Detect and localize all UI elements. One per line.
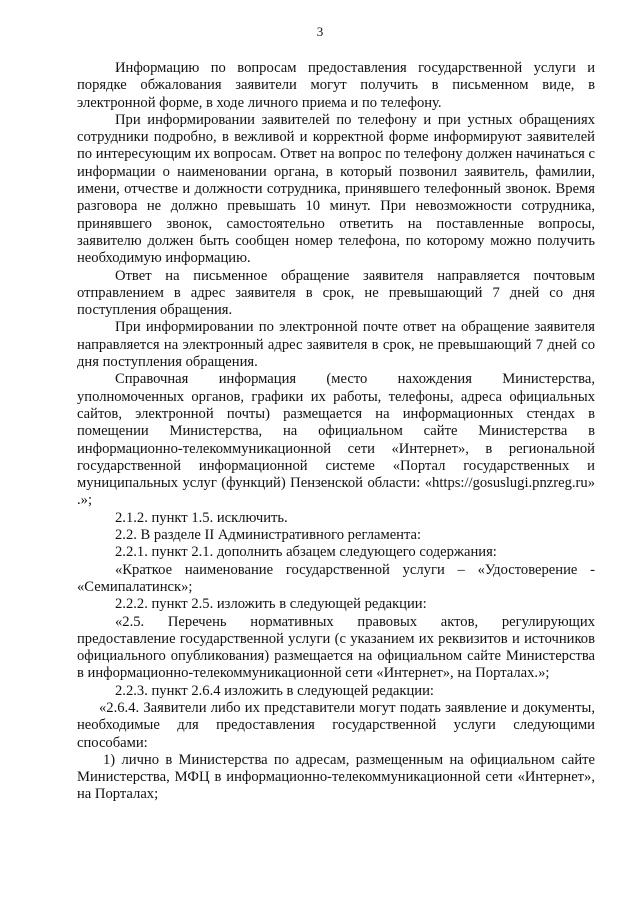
paragraph-2-5: «2.5. Перечень нормативных правовых актов, регулирующих предоставление государственной услуги (с указанием их реквизитов и источников официального опубликования) размещается на официальном сайте Министерства в информационно-телекоммуникационной сети «Интернет», на Порталах.»; xyxy=(77,613,595,682)
paragraph-item-1: 1) лично в Министерства по адресам, размещенным на официальном сайте Министерства, МФЦ в информационно-телекоммуникационной сети «Интернет», на Порталах; xyxy=(77,751,595,803)
paragraph-email-response: При информировании по электронной почте ответ на обращение заявителя направляется на электронный адрес заявителя в срок, не превышающий 7 дней со дня поступления обращения. xyxy=(77,319,595,371)
paragraph-2-1-2: 2.1.2. пункт 1.5. исключить. xyxy=(115,509,288,526)
document-body xyxy=(77,60,595,804)
paragraph-written-response: Ответ на письменное обращение заявителя направляется почтовым отправлением в адрес заявителя в срок, не превышающий 7 дней со дня поступления обращения. xyxy=(77,267,595,319)
paragraph-2-2-1: 2.2.1. пункт 2.1. дополнить абзацем следующего содержания: xyxy=(115,544,497,561)
paragraph-2-2-2: 2.2.2. пункт 2.5. изложить в следующей редакции: xyxy=(115,596,427,613)
page-number: 3 xyxy=(316,24,324,39)
paragraph-info-appeal: Информацию по вопросам предоставления государственной услуги и порядке обжалования заявители могут получить в письменном виде, в электронной форме, в ходе личного приема и по телефону. xyxy=(77,60,595,111)
paragraph-2-2: 2.2. В разделе II Административного регламента: xyxy=(115,527,422,544)
paragraph-2-6-4: «2.6.4. Заявители либо их представители могут подать заявление и документы, необходимые для предоставления государственной услуги следующими способами: xyxy=(77,699,595,751)
paragraph-reference-info: Справочная информация (место нахождения Министерства, уполномоченных органов, графики их работы, телефоны, адреса официальных сайтов, электронной почты) размещается на информационных стендах в помещении Министерства, на официальном сайте Министерства в информационно-телекоммуникационной сети «Интернет», в региональной государственной информационной системе «Портал государственных и муниципальных услуг (функций) Пензенской области: «https://gosuslugi.pnzreg.ru» .»; xyxy=(77,371,595,509)
paragraph-short-name: «Краткое наименование государственной услуги – «Удостоверение - «Семипалатинск»; xyxy=(77,561,595,595)
paragraph-phone-informing: При информировании заявителей по телефону и при устных обращениях сотрудники подробно, в вежливой и корректной форме информируют заявителей по интересующим их вопросам. Ответ на вопрос по телефону должен начинаться с информации о наименовании органа, в который позвонил заявитель, фамилии, имени, отчестве и должности сотрудника, принявшего телефонный звонок. Время разговора не должно превышать 10 минут. При невозможности сотрудника, принявшего звонок, самостоятельно ответить на поставленные вопросы, заявителю должен быть сообщен номер телефона, по которому можно получить необходимую информацию. xyxy=(77,111,596,267)
paragraph-2-2-3: 2.2.3. пункт 2.6.4 изложить в следующей редакции: xyxy=(115,682,434,699)
